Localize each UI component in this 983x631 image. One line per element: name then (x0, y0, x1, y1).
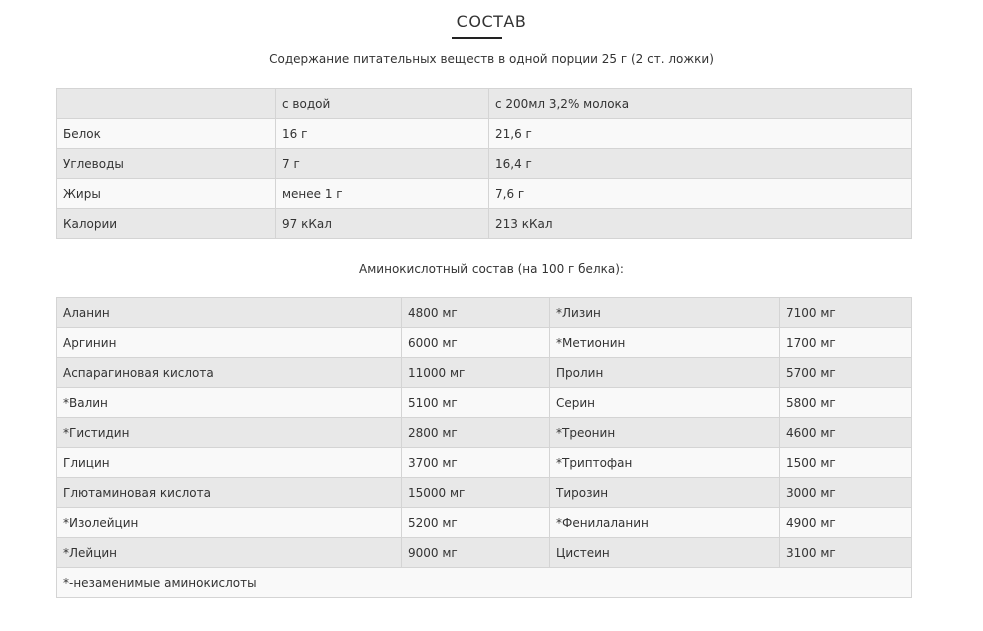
nutrient-value-water: менее 1 г (276, 179, 489, 209)
amino-name: *Изолейцин (57, 508, 402, 538)
table-row (57, 298, 912, 328)
nutrient-name: Жиры (57, 179, 276, 209)
nutrition-header-row (57, 89, 912, 119)
amino-name: *Лейцин (57, 538, 402, 568)
amino-value: 6000 мг (402, 328, 550, 358)
amino-value: 3700 мг (402, 448, 550, 478)
nutrient-name: Углеводы (57, 149, 276, 179)
amino-name: Глицин (57, 448, 402, 478)
nutrition-header-cell: с 200мл 3,2% молока (489, 89, 912, 119)
nutrient-value-milk: 213 кКал (489, 209, 912, 239)
amino-value: 1500 мг (780, 448, 912, 478)
amino-name: Серин (550, 388, 780, 418)
nutrient-value-milk: 16,4 г (489, 149, 912, 179)
table-row (57, 119, 912, 149)
amino-name: Аспарагиновая кислота (57, 358, 402, 388)
table-row (57, 209, 912, 239)
amino-name: *Лизин (550, 298, 780, 328)
amino-value: 3100 мг (780, 538, 912, 568)
table-row (57, 179, 912, 209)
table-row (57, 418, 912, 448)
nutrition-header-cell (57, 89, 276, 119)
table-row (57, 508, 912, 538)
amino-name: *Фенилаланин (550, 508, 780, 538)
amino-value: 7100 мг (780, 298, 912, 328)
nutrient-value-water: 16 г (276, 119, 489, 149)
amino-value: 4600 мг (780, 418, 912, 448)
nutrient-name: Калории (57, 209, 276, 239)
amino-name: Аланин (57, 298, 402, 328)
amino-value: 4800 мг (402, 298, 550, 328)
amino-value: 9000 мг (402, 538, 550, 568)
amino-value: 1700 мг (780, 328, 912, 358)
table-row (57, 149, 912, 179)
table-row (57, 448, 912, 478)
amino-value: 5200 мг (402, 508, 550, 538)
essential-amino-note: *-незаменимые аминокислоты (57, 568, 912, 598)
table-row (57, 358, 912, 388)
table-row (57, 328, 912, 358)
amino-name: *Триптофан (550, 448, 780, 478)
amino-value: 5700 мг (780, 358, 912, 388)
amino-value: 2800 мг (402, 418, 550, 448)
amino-name: *Треонин (550, 418, 780, 448)
page-title: СОСТАВ (456, 12, 527, 31)
nutrition-header-cell: с водой (276, 89, 489, 119)
nutrient-value-water: 7 г (276, 149, 489, 179)
nutrient-value-milk: 7,6 г (489, 179, 912, 209)
amino-name: Тирозин (550, 478, 780, 508)
footnote-row (57, 568, 912, 598)
amino-name: *Гистидин (57, 418, 402, 448)
amino-acid-table (56, 297, 912, 598)
nutrient-name: Белок (57, 119, 276, 149)
table-row (57, 538, 912, 568)
amino-name: Пролин (550, 358, 780, 388)
table-row (57, 478, 912, 508)
nutrient-value-water: 97 кКал (276, 209, 489, 239)
amino-value: 4900 мг (780, 508, 912, 538)
amino-value: 15000 мг (402, 478, 550, 508)
amino-value: 5800 мг (780, 388, 912, 418)
title-underline (452, 37, 502, 39)
nutrition-table (56, 88, 912, 239)
table-row (57, 388, 912, 418)
amino-value: 5100 мг (402, 388, 550, 418)
serving-description: Содержание питательных веществ в одной порции 25 г (2 ст. ложки) (269, 52, 714, 66)
amino-name: *Метионин (550, 328, 780, 358)
amino-name: Цистеин (550, 538, 780, 568)
amino-name: Аргинин (57, 328, 402, 358)
amino-value: 3000 мг (780, 478, 912, 508)
amino-value: 11000 мг (402, 358, 550, 388)
amino-section-heading: Аминокислотный состав (на 100 г белка): (359, 262, 624, 276)
amino-name: *Валин (57, 388, 402, 418)
amino-name: Глютаминовая кислота (57, 478, 402, 508)
nutrient-value-milk: 21,6 г (489, 119, 912, 149)
